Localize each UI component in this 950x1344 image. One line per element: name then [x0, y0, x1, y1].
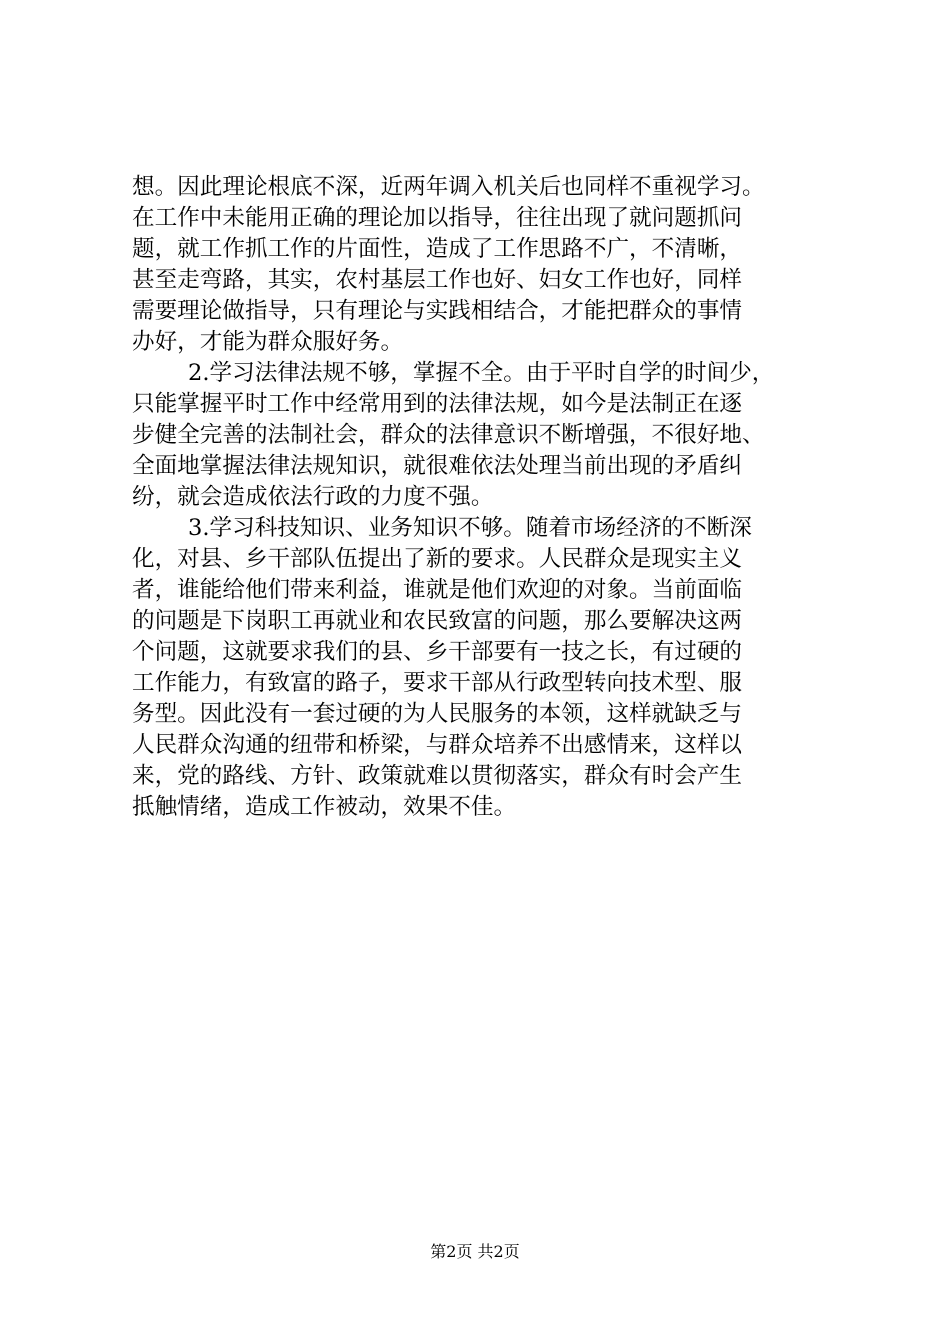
text-line: 纷，就会造成依法行政的力度不强。: [132, 484, 494, 510]
text-line: 需要理论做指导，只有理论与实践相结合，才能把群众的事情: [132, 298, 743, 324]
text-line: 办好，才能为群众服好务。: [132, 329, 404, 355]
paragraph-theory-study: [132, 172, 832, 358]
text-line: 2.学习法律法规不够，掌握不全。由于平时自学的时间少，: [188, 360, 775, 386]
text-line: 全面地掌握法律法规知识，就很难依法处理当前出现的矛盾纠: [132, 453, 743, 479]
document-body: [132, 172, 832, 823]
paragraph-technology-study: [132, 513, 832, 823]
text-line: 来，党的路线、方针、政策就难以贯彻落实，群众有时会产生: [132, 763, 743, 789]
text-line: 甚至走弯路，其实，农村基层工作也好、妇女工作也好，同样: [132, 267, 743, 293]
text-line: 的问题是下岗职工再就业和农民致富的问题，那么要解决这两: [132, 608, 743, 634]
text-line: 3.学习科技知识、业务知识不够。随着市场经济的不断深: [188, 515, 752, 541]
text-line: 只能掌握平时工作中经常用到的法律法规，如今是法制正在逐: [132, 391, 743, 417]
text-line: 人民群众沟通的纽带和桥梁，与群众培养不出感情来，这样以: [132, 732, 743, 758]
text-line: 化，对县、乡干部队伍提出了新的要求。人民群众是现实主义: [132, 546, 743, 572]
paragraph-law-study: [132, 358, 832, 513]
text-line: 想。因此理论根底不深，近两年调入机关后也同样不重视学习。: [132, 174, 765, 200]
page-number-footer: 第2页 共2页: [430, 1242, 520, 1261]
text-line: 务型。因此没有一套过硬的为人民服务的本领，这样就缺乏与: [132, 701, 743, 727]
text-line: 题，就工作抓工作的片面性，造成了工作思路不广，不清晰，: [132, 236, 743, 262]
text-line: 抵触情绪，造成工作被动，效果不佳。: [132, 794, 517, 820]
text-line: 在工作中未能用正确的理论加以指导，往往出现了就问题抓问: [132, 205, 743, 231]
text-line: 者，谁能给他们带来利益，谁就是他们欢迎的对象。当前面临: [132, 577, 743, 603]
text-line: 个问题，这就要求我们的县、乡干部要有一技之长，有过硬的: [132, 639, 743, 665]
text-line: 步健全完善的法制社会，群众的法律意识不断增强，不很好地、: [132, 422, 765, 448]
text-line: 工作能力，有致富的路子，要求干部从行政型转向技术型、服: [132, 670, 743, 696]
